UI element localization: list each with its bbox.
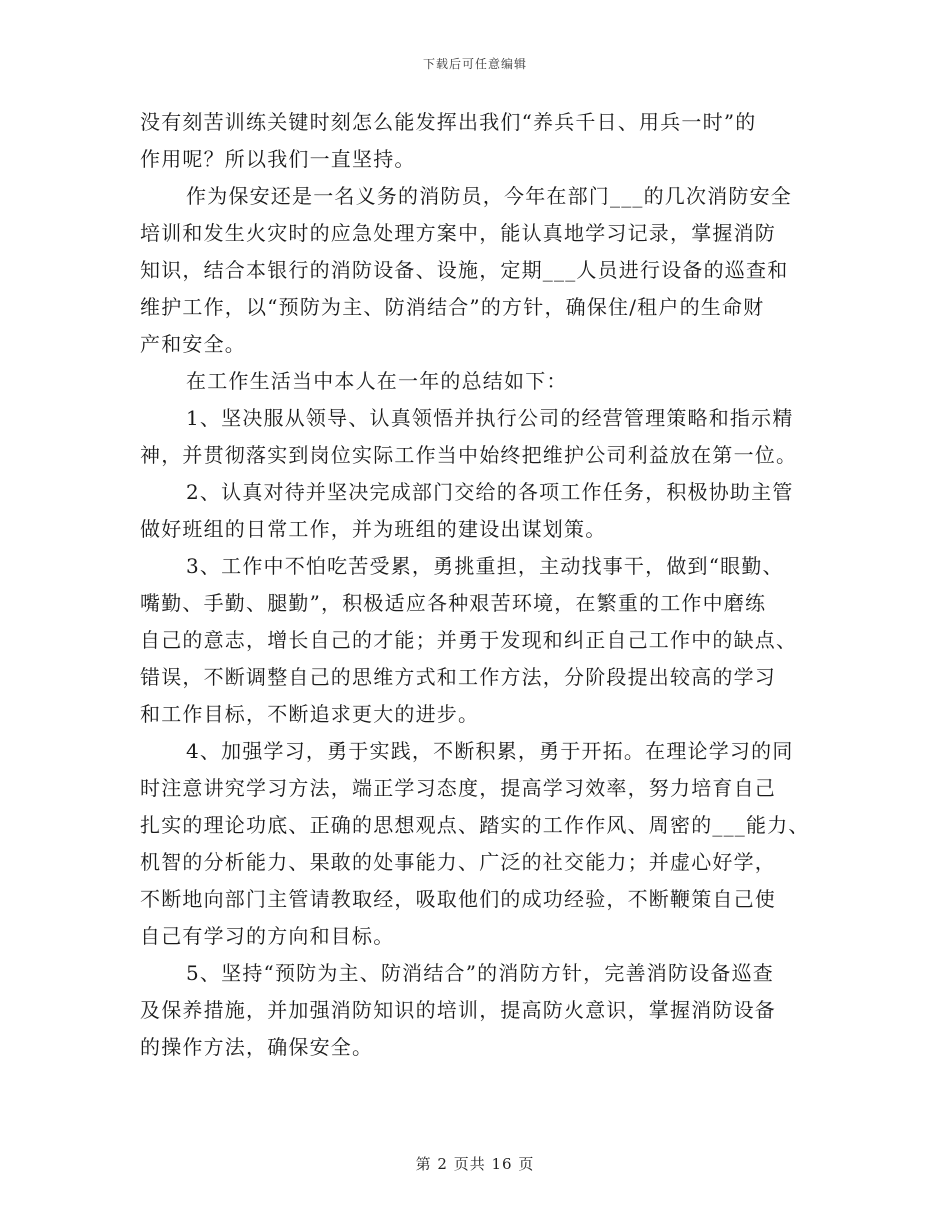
text-line: 作用呢？所以我们一直坚持。 bbox=[140, 147, 416, 171]
text-line: 培训和发生火灾时的应急处理方案中，能认真地学习记录，掌握消防 bbox=[140, 221, 776, 245]
text-line: 维护工作，以“预防为主、防消结合”的方针，确保住/租户的生命财 bbox=[140, 295, 765, 319]
text-line: 产和安全。 bbox=[140, 332, 246, 356]
text-line: 1、坚决服从领导、认真领悟并执行公司的经营管理策略和指示精 bbox=[186, 406, 794, 430]
text-line: 4、加强学习，勇于实践，不断积累，勇于开拓。在理论学习的同 bbox=[186, 739, 794, 763]
page-header: 下载后可任意编辑 bbox=[422, 57, 527, 71]
text-line: 扎实的理论功底、正确的思想观点、踏实的工作作风、周密的___能力、 bbox=[140, 813, 810, 837]
text-line: 时注意讲究学习方法，端正学习态度，提高学习效率，努力培育自己 bbox=[140, 776, 776, 800]
text-line: 5、坚持“预防为主、防消结合”的消防方针，完善消防设备巡查 bbox=[186, 961, 774, 985]
text-line: 自己的意志，增长自己的才能；并勇于发现和纠正自己工作中的缺点、 bbox=[140, 628, 798, 652]
page-number-footer: 第 2 页共 16 页 bbox=[415, 1155, 535, 1173]
text-line: 2、认真对待并坚决完成部门交给的各项工作任务，积极协助主管 bbox=[186, 480, 794, 504]
text-line: 没有刻苦训练关键时刻怎么能发挥出我们“养兵千日、用兵一时”的 bbox=[140, 110, 757, 134]
text-line: 作为保安还是一名义务的消防员，今年在部门___的几次消防安全 bbox=[186, 184, 792, 208]
document-body bbox=[140, 104, 820, 1066]
text-line: 及保养措施，并加强消防知识的培训，提高防火意识，掌握消防设备 bbox=[140, 998, 776, 1022]
text-line: 嘴勤、手勤、腿勤”，积极适应各种艰苦环境，在繁重的工作中磨练 bbox=[140, 591, 767, 615]
text-line: 3、工作中不怕吃苦受累，勇挑重担，主动找事干，做到“眼勤、 bbox=[186, 554, 784, 578]
text-line: 做好班组的日常工作，并为班组的建设出谋划策。 bbox=[140, 517, 607, 541]
text-line: 神，并贯彻落实到岗位实际工作当中始终把维护公司利益放在第一位。 bbox=[140, 443, 798, 467]
text-line: 知识，结合本银行的消防设备、设施，定期___人员进行设备的巡查和 bbox=[140, 258, 789, 282]
text-line: 在工作生活当中本人在一年的总结如下： bbox=[186, 369, 568, 393]
text-line: 不断地向部门主管请教取经，吸取他们的成功经验，不断鞭策自己使 bbox=[140, 887, 776, 911]
text-line: 错误，不断调整自己的思维方式和工作方法，分阶段提出较高的学习 bbox=[140, 665, 776, 689]
text-line: 和工作目标，不断追求更大的进步。 bbox=[140, 702, 480, 726]
text-line: 机智的分析能力、果敢的处事能力、广泛的社交能力；并虚心好学， bbox=[140, 850, 776, 874]
text-line: 自己有学习的方向和目标。 bbox=[140, 924, 395, 948]
text-line: 的操作方法，确保安全。 bbox=[140, 1035, 374, 1059]
